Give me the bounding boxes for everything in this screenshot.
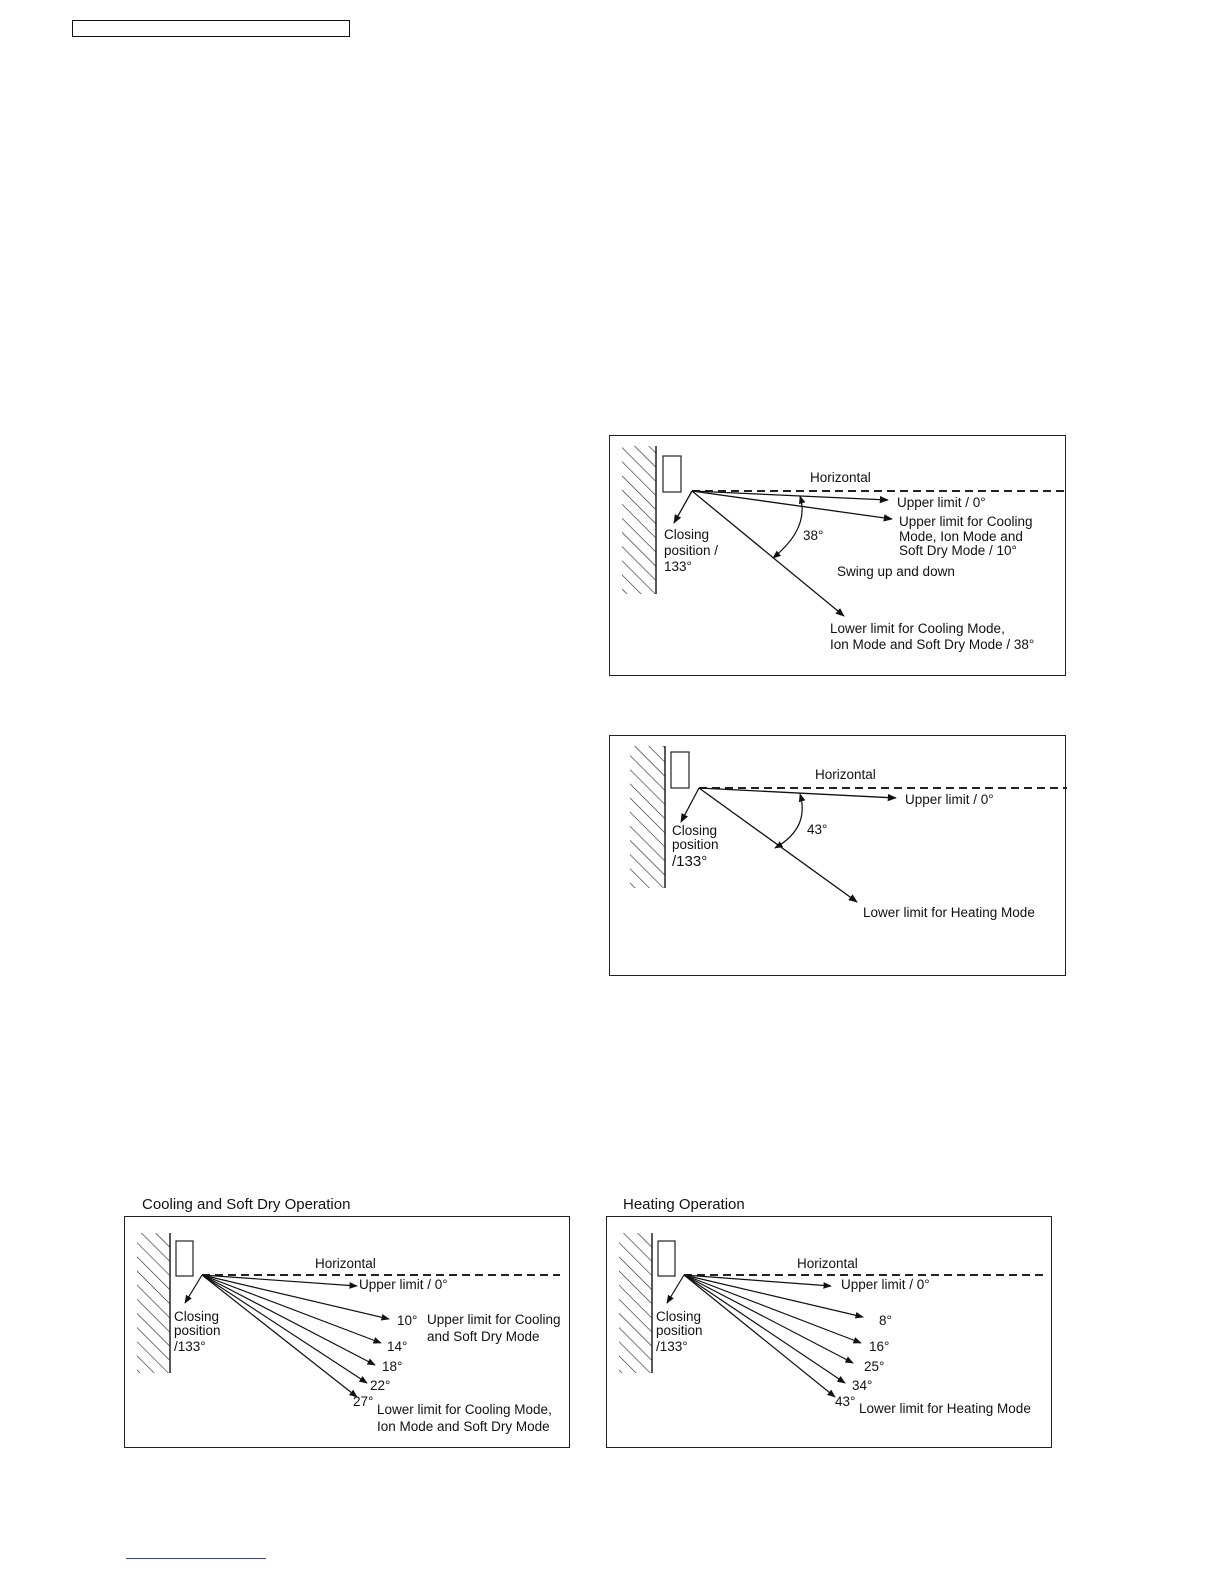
horizontal-label: Horizontal: [315, 1256, 376, 1271]
angle-label: 38°: [803, 528, 824, 543]
wall-hatch: [630, 746, 665, 888]
lower-heating-label: Lower limit for Heating Mode: [859, 1401, 1031, 1416]
lower-cooling-label-2: Ion Mode and Soft Dry Mode: [377, 1419, 550, 1434]
horizontal-label: Horizontal: [815, 767, 876, 782]
header-box: [72, 20, 350, 37]
angle-label-16: 16°: [869, 1339, 890, 1354]
angle-label-22: 22°: [370, 1378, 391, 1393]
upper-cooling-label-3: Soft Dry Mode / 10°: [899, 543, 1017, 558]
angle-label-14: 14°: [387, 1339, 408, 1354]
unit-icon: [658, 1241, 675, 1276]
closing-label-2: position /: [664, 543, 719, 558]
closing-label-3: /133°: [174, 1339, 206, 1354]
unit-icon: [671, 752, 689, 788]
upper-cooling-label-2: and Soft Dry Mode: [427, 1329, 540, 1344]
closing-label-2: position: [174, 1323, 221, 1338]
arrow-34: [684, 1275, 845, 1383]
closing-label-1: Closing: [174, 1309, 220, 1324]
lower-heating-label: Lower limit for Heating Mode: [863, 905, 1035, 920]
angle-label-43: 43°: [835, 1394, 856, 1409]
angle-label-18: 18°: [382, 1359, 403, 1374]
angle-label: 43°: [807, 822, 828, 837]
angle-label-25: 25°: [864, 1359, 885, 1374]
upper-limit-label: Upper limit / 0°: [897, 495, 986, 510]
closing-label-2: position: [672, 837, 719, 852]
upper-limit-label: Upper limit / 0°: [841, 1277, 930, 1292]
angle-label-8: 8°: [879, 1313, 892, 1328]
wall-hatch: [622, 446, 656, 594]
closing-arrow: [681, 788, 699, 822]
upper-cooling-label-1: Upper limit for Cooling: [427, 1312, 561, 1327]
lower-cooling-label-2: Ion Mode and Soft Dry Mode / 38°: [830, 637, 1035, 652]
diagram-heating-swing: [609, 735, 1066, 976]
upper-limit-label: Upper limit / 0°: [359, 1277, 448, 1292]
wall-hatch: [137, 1233, 170, 1373]
horizontal-label: Horizontal: [797, 1256, 858, 1271]
arrow-22: [202, 1275, 367, 1383]
footer-link-line: [126, 1558, 266, 1559]
diagram-cooling-swing: [609, 435, 1066, 676]
lower-cooling-label-1: Lower limit for Cooling Mode,: [830, 621, 1005, 636]
diagram-heating-positions: [606, 1216, 1052, 1448]
upper-limit-arrow: [699, 788, 896, 798]
horizontal-label: Horizontal: [810, 470, 871, 485]
lower-cooling-label-1: Lower limit for Cooling Mode,: [377, 1402, 552, 1417]
closing-label-1: Closing: [672, 823, 718, 838]
heating-caption: Heating Operation: [623, 1196, 745, 1213]
diagram-cooling-positions: [124, 1216, 570, 1448]
wall-hatch: [619, 1233, 652, 1373]
closing-label-1: Closing: [664, 527, 710, 542]
closing-label-1: Closing: [656, 1309, 702, 1324]
angle-label-27: 27°: [353, 1394, 374, 1409]
closing-label-2: position: [656, 1323, 703, 1338]
lower-heating-arrow: [699, 788, 857, 902]
closing-arrow: [185, 1275, 202, 1303]
closing-label-3: /133°: [656, 1339, 688, 1354]
upper-limit-label: Upper limit / 0°: [905, 792, 994, 807]
closing-label-3: 133°: [664, 559, 692, 574]
arrow-25: [684, 1275, 853, 1363]
upper-cooling-label-2: Mode, Ion Mode and: [899, 529, 1023, 544]
cooling-caption: Cooling and Soft Dry Operation: [142, 1196, 351, 1213]
closing-arrow: [674, 491, 692, 523]
arrow-18: [202, 1275, 375, 1365]
swing-label: Swing up and down: [837, 564, 955, 579]
unit-icon: [663, 456, 681, 492]
unit-icon: [176, 1241, 193, 1276]
upper-cooling-label-1: Upper limit for Cooling: [899, 514, 1033, 529]
closing-label-3: /133°: [672, 853, 708, 870]
angle-label-10: 10°: [397, 1313, 418, 1328]
arrow-16: [684, 1275, 861, 1343]
angle-arc: [775, 794, 802, 848]
angle-label-34: 34°: [852, 1378, 873, 1393]
closing-arrow: [667, 1275, 684, 1303]
